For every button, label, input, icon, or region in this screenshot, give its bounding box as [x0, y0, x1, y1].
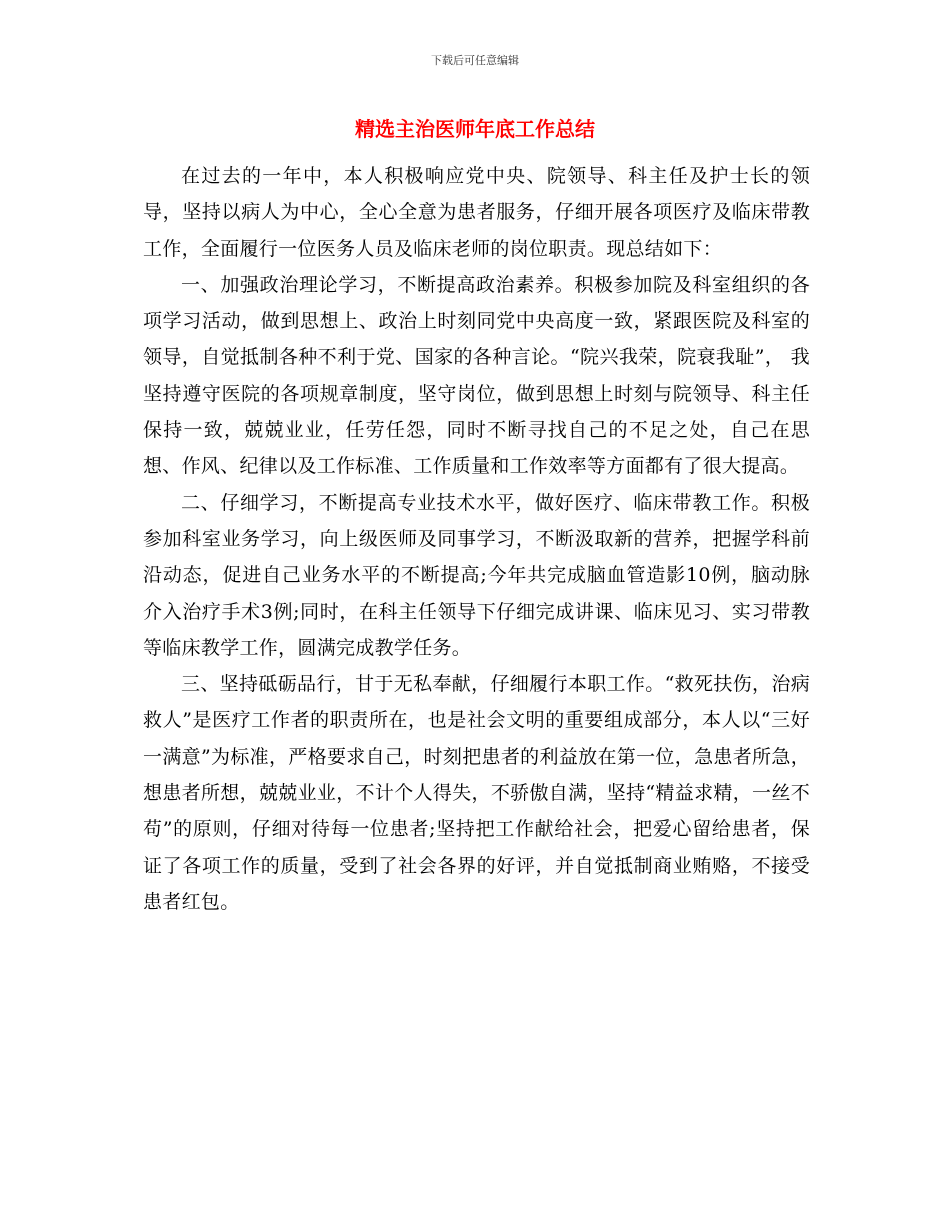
- document-body: [143, 158, 810, 920]
- paragraph-intro: 在过去的一年中，本人积极响应党中央、院领导、科主任及护士长的领导，坚持以病人为中心，全心全意为患者服务，仔细开展各项医疗及临床带教工作，全面履行一位医务人员及临床老师的岗位职责。现总结如下：: [143, 165, 810, 260]
- paragraph-section-1: 一、加强政治理论学习，不断提高政治素养。积极参加院及科室组织的各项学习活动，做到思想上、政治上时刻同党中央高度一致，紧跟医院及科室的领导，自觉抵制各种不利于党、国家的各种言论。“院兴我荣，院衰我耻”， 我坚持遵守医院的各项规章制度，坚守岗位，做到思想上时刻与院领导、科主任保持一致，兢兢业业，任劳任怨，同时不断寻找自己的不足之处，自己在思想、作风、纪律以及工作标准、工作质量和工作效率等方面都有了很大提高。: [143, 273, 810, 478]
- paragraph-section-3: 三、坚持砥砺品行，甘于无私奉献，仔细履行本职工作。“救死扶伤，治病救人”是医疗工作者的职责所在，也是社会文明的重要组成部分，本人以“三好一满意”为标准，严格要求自己，时刻把患者的利益放在第一位，急患者所急，想患者所想，兢兢业业，不计个人得失，不骄傲自满，坚持“精益求精，一丝不苟”的原则，仔细对待每一位患者;坚持把工作献给社会，把爱心留给患者，保证了各项工作的质量，受到了社会各界的好评，并自觉抵制商业贿赂，不接受患者红包。: [143, 673, 810, 913]
- paragraph-section-2: 二、仔细学习，不断提高专业技术水平，做好医疗、临床带教工作。积极参加科室业务学习，向上级医师及同事学习，不断汲取新的营养，把握学科前沿动态，促进自己业务水平的不断提高;今年共完成脑血管造影10例，脑动脉介入治疗手术3例;同时，在科主任领导下仔细完成讲课、临床见习、实习带教等临床教学工作，圆满完成教学任务。: [143, 491, 810, 659]
- header-note: 下载后可任意编辑: [431, 54, 519, 67]
- document-title: 精选主治医师年底工作总结: [355, 117, 595, 141]
